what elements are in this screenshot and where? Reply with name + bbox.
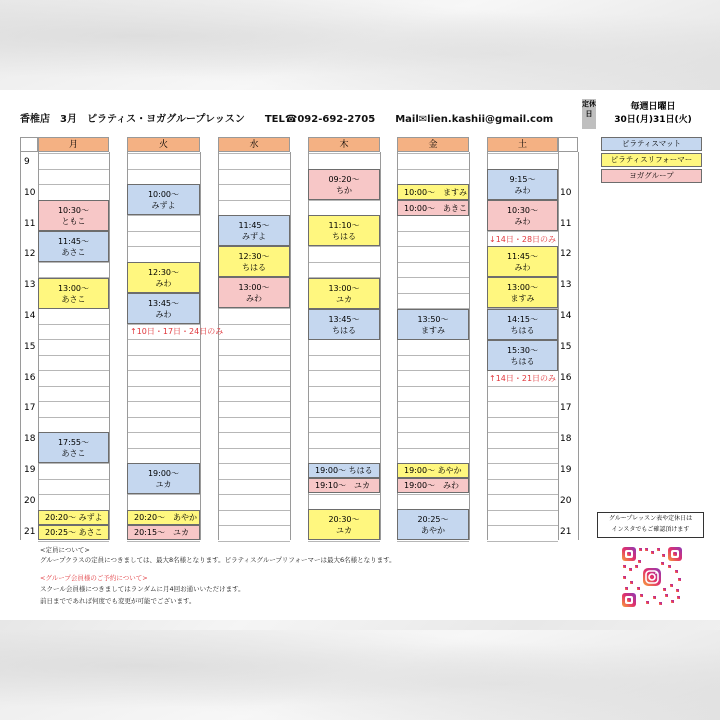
class-instructor: ちはる [242,262,266,272]
class-time: 20:30～ [328,514,360,524]
class-instructor: ちか [336,185,352,195]
grid-line [308,448,380,449]
class-time: 13:45～ [328,314,360,324]
class-time-instructor: 20:25～ あさこ [45,528,103,537]
closed-days [603,101,703,127]
grid-column-border [218,152,219,540]
class-block [487,169,558,200]
class-time: 12:30～ [238,251,270,261]
grid-line [38,386,109,387]
class-time: 12:30～ [147,267,180,277]
date-note: ↑14日・21日のみ [489,374,557,383]
grid-line [397,370,469,371]
class-block [397,463,469,478]
class-block [397,509,469,540]
class-block [308,309,380,340]
hour-label-20: 20 [24,496,36,506]
class-instructor: みわ [514,185,531,195]
class-block [308,278,380,309]
grid-line [127,370,200,371]
class-time: 14:15～ [506,314,539,324]
hour-label-9: 9 [24,157,30,167]
class-block [38,200,109,231]
class-time: 13:00～ [328,283,360,293]
closed-days-line1: 毎週日曜日 [630,102,676,112]
hour-label-right-11: 11 [560,219,572,229]
day-header-sat: 土 [487,137,558,152]
class-time: 11:45～ [506,251,539,261]
grid-line [218,355,290,356]
hour-label-14: 14 [24,311,36,321]
grid-line [308,494,380,495]
grid-line [397,153,469,154]
class-block [127,525,200,540]
grid-line [218,525,290,526]
date-note: ↓14日・28日のみ [489,235,557,244]
hour-label-right-13: 13 [560,280,572,290]
grid-line [218,200,290,201]
grid-line [308,401,380,402]
day-header-mon: 月 [38,137,109,152]
class-instructor: みわ [514,262,531,272]
class-instructor: みずよ [151,200,176,210]
grid-line [38,355,109,356]
class-instructor: ちはる [332,231,356,241]
grid-line [38,184,109,185]
grid-line [218,479,290,480]
class-block [127,463,200,494]
date-note: ↑10日・17日・24日のみ [130,327,224,336]
instagram-note [597,512,704,538]
class-instructor: ますみ [510,293,535,303]
class-block [487,246,558,277]
marble-background-top [0,0,720,90]
class-block [308,215,380,246]
grid-line [127,246,200,247]
instagram-qr-code[interactable] [621,546,683,608]
class-block [487,309,558,340]
closed-label [582,99,596,129]
class-block [38,432,109,463]
hour-label-16: 16 [24,373,36,383]
grid-line [127,541,200,542]
grid-line [218,339,290,340]
hour-label-right-18: 18 [560,434,572,444]
grid-line [218,401,290,402]
grid-line [487,401,558,402]
class-block [218,246,290,277]
class-block [308,509,380,540]
class-instructor: ちはる [510,356,535,366]
grid-line [218,448,290,449]
class-block [487,340,558,371]
grid-line [397,448,469,449]
grid-line [127,215,200,216]
grid-line [127,153,200,154]
grid-line [487,510,558,511]
instagram-note-text: グループレッスン表や定休日は インスタでもご確認頂けます [608,515,693,533]
class-block [308,478,380,493]
grid-line [38,169,109,170]
grid-line [397,262,469,263]
hour-label-right-17: 17 [560,403,572,413]
header-corner-right [558,137,578,152]
grid-line [218,510,290,511]
class-time: 13:50～ [417,314,449,324]
class-block [127,510,200,525]
grid-line [218,184,290,185]
class-time-instructor: 19:10～ ユカ [315,481,371,490]
class-time: 17:55～ [57,437,90,447]
grid-line [397,386,469,387]
class-time: 10:00～ [147,189,180,199]
class-instructor: ちはる [510,325,535,335]
grid-line [487,432,558,433]
grid-line [218,494,290,495]
marble-background-bottom [0,630,720,720]
class-instructor: ユカ [155,479,172,489]
grid-line [218,541,290,542]
grid-line [127,169,200,170]
class-time-instructor: 20:15～ ユカ [134,528,190,537]
class-time-instructor: 10:00～ ますみ [404,187,468,197]
grid-line [38,417,109,418]
class-instructor: あさこ [61,448,86,458]
grid-line [487,153,558,154]
hour-label-right-12: 12 [560,249,572,259]
footer-capacity-heading: <定員について> [40,546,90,554]
grid-line [127,355,200,356]
class-block [397,478,469,493]
class-instructor: ちはる [332,325,356,335]
class-instructor: ユカ [336,294,352,304]
grid-line [487,463,558,464]
class-time: 19:00～ [147,468,180,478]
grid-line [397,277,469,278]
grid-line [127,231,200,232]
grid-line [308,386,380,387]
class-time: 20:25～ [417,514,449,524]
grid-line [127,432,200,433]
grid-line [308,417,380,418]
class-block [487,277,558,308]
grid-line [397,355,469,356]
grid-column-border [558,152,559,540]
class-instructor: あやか [421,525,445,535]
class-block [218,277,290,308]
grid-line [397,401,469,402]
grid-line [397,494,469,495]
grid-line [218,386,290,387]
grid-column-border [290,152,291,540]
grid-line [487,494,558,495]
grid-line [308,246,380,247]
hour-label-right-16: 16 [560,373,572,383]
grid-line [38,494,109,495]
class-time-instructor: 20:20～ みずよ [45,513,103,522]
legend-pilates-reformer: ピラティスリフォーマー [601,153,702,167]
class-time: 13:45～ [147,298,180,308]
hour-label-12: 12 [24,249,36,259]
hour-label-21: 21 [24,527,36,537]
hour-label-right-19: 19 [560,465,572,475]
class-block [308,169,380,200]
class-instructor: みわ [246,293,262,303]
hour-label-right-10: 10 [560,188,572,198]
hour-label-11: 11 [24,219,36,229]
grid-column-border [20,152,21,540]
grid-line [487,541,558,542]
footer-capacity-text: グループクラスの定員につきましては、最大8名様となります。ピラティスグループリフォーマーは最大6名様となります。 [40,556,396,564]
header-corner-left [20,137,38,152]
legend-pilates-mat: ピラティスマット [601,137,702,151]
class-instructor: ともこ [61,216,86,226]
grid-line [218,432,290,433]
grid-line [308,541,380,542]
class-block [397,200,469,216]
hour-label-right-15: 15 [560,342,572,352]
grid-column-border [109,152,110,540]
grid-line [397,246,469,247]
hour-label-10: 10 [24,188,36,198]
class-time: 11:45～ [238,220,270,230]
grid-line [308,262,380,263]
grid-line [38,541,109,542]
grid-line [487,525,558,526]
grid-line [218,370,290,371]
class-block [38,278,109,309]
class-block [308,463,380,478]
grid-line [218,169,290,170]
class-time: 10:30～ [57,205,90,215]
grid-line [487,448,558,449]
class-time-instructor: 10:00～ あきこ [404,203,468,213]
class-time: 11:10～ [328,220,360,230]
grid-line [218,417,290,418]
class-block [397,184,469,200]
closed-label-text: 定休日 [582,100,596,118]
footer-reservation-heading: <グループ会員様のご予約について> [40,574,148,582]
hour-label-18: 18 [24,434,36,444]
hour-label-right-14: 14 [560,311,572,321]
grid-line [38,324,109,325]
class-time: 13:00～ [238,282,270,292]
grid-line [487,417,558,418]
grid-line [397,417,469,418]
grid-line [218,324,290,325]
grid-line [218,308,290,309]
grid-column-border [380,152,381,540]
hour-label-15: 15 [24,342,36,352]
class-instructor: あさこ [61,247,86,257]
grid-line [38,153,109,154]
grid-line [127,448,200,449]
class-instructor: ますみ [421,325,445,335]
grid-line [127,417,200,418]
class-time-instructor: 20:20～ あやか [134,513,198,522]
grid-line [218,463,290,464]
hour-label-17: 17 [24,403,36,413]
grid-column-border [469,152,470,540]
class-time: 9:15～ [509,174,536,184]
grid-column-border [578,152,579,540]
class-time: 09:20～ [328,174,360,184]
closed-days-line2: 30日(月)31日(火) [614,115,692,125]
grid-line [127,339,200,340]
day-header-thu: 木 [308,137,380,152]
class-block [397,309,469,340]
class-block [127,184,200,215]
grid-line [308,153,380,154]
class-time-instructor: 19:00～ ちはる [315,466,373,475]
class-time: 10:30～ [506,205,539,215]
class-instructor: みわ [155,309,172,319]
class-instructor: みずよ [242,231,266,241]
class-block [127,262,200,293]
grid-line [397,432,469,433]
legend-yoga-group: ヨガグループ [601,169,702,183]
day-header-fri: 金 [397,137,469,152]
class-time-instructor: 19:00～ あやか [404,466,462,475]
class-instructor: みわ [514,216,531,226]
grid-line [308,432,380,433]
class-instructor: ユカ [336,525,352,535]
class-time: 11:45～ [57,236,90,246]
day-header-wed: 水 [218,137,290,152]
grid-line [397,169,469,170]
class-block [487,200,558,231]
grid-line [127,494,200,495]
grid-line [397,541,469,542]
class-block [38,231,109,262]
grid-line [397,231,469,232]
grid-line [308,370,380,371]
class-time: 15:30～ [506,345,539,355]
class-time: 13:00～ [506,282,539,292]
grid-line [127,386,200,387]
footer-reservation-text2: 前日までであれば何度でも変更が可能でございます。 [40,597,196,605]
grid-line [38,339,109,340]
grid-line [38,479,109,480]
grid-line [127,401,200,402]
class-block [127,293,200,324]
class-time-instructor: 19:00～ みわ [404,481,460,490]
class-block [38,525,109,540]
class-instructor: あさこ [61,294,86,304]
grid-line [397,293,469,294]
hour-label-right-20: 20 [560,496,572,506]
page-title: 香椎店 3月 ピラティス・ヨガグループレッスン TEL☎092-692-2705 Mail✉lien.kashii@gmail.com [20,114,554,125]
class-time: 13:00～ [57,283,90,293]
class-instructor: みわ [155,278,172,288]
hour-label-right-21: 21 [560,527,572,537]
class-block [218,215,290,246]
grid-line [38,401,109,402]
grid-line [218,153,290,154]
day-header-tue: 火 [127,137,200,152]
grid-line [38,463,109,464]
hour-label-19: 19 [24,465,36,475]
grid-line [38,370,109,371]
grid-line [487,479,558,480]
grid-line [487,386,558,387]
hour-label-13: 13 [24,280,36,290]
footer-reservation-text1: スクール会員様につきましてはランダムに月4回お通いいただけます。 [40,585,245,593]
grid-column-border [200,152,201,540]
class-block [38,510,109,525]
grid-line [308,355,380,356]
